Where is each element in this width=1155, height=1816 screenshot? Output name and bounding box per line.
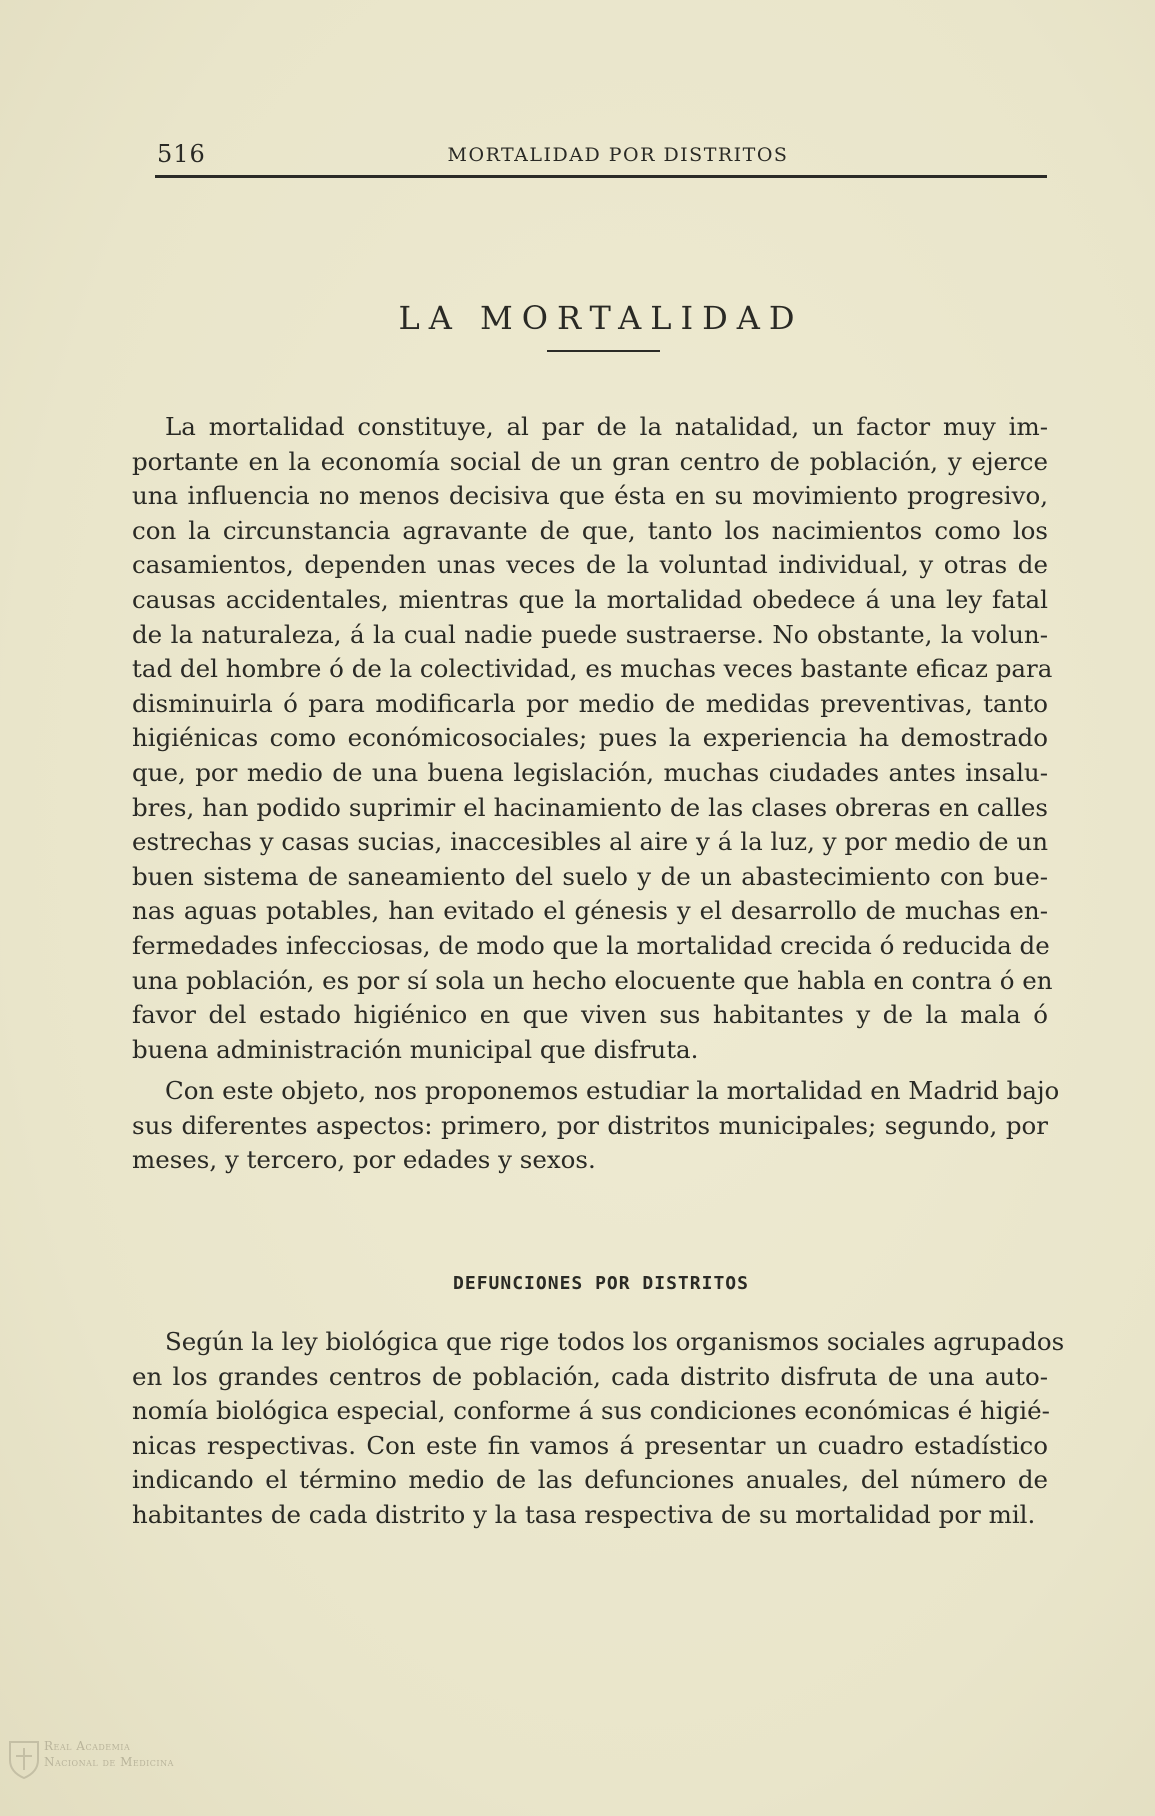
- text-line: nicas respectivas. Con este fin vamos á presentar un cuadro estadístico: [132, 1430, 1048, 1460]
- section-heading: DEFUNCIONES POR DISTRITOS: [453, 1272, 749, 1294]
- text-line: una influencia no menos decisiva que ésta en su movimiento progresivo,: [132, 481, 1048, 511]
- text-line: bres, han podido suprimir el hacinamiento de las clases obreras en calles: [132, 792, 1048, 822]
- text-line: La mortalidad constituye, al par de la natalidad, un factor muy im-: [165, 412, 1048, 441]
- text-line: que, por medio de una buena legislación, muchas ciudades antes insalu-: [132, 757, 1048, 787]
- text-line: con la circunstancia agravante de que, tanto los nacimientos como los: [132, 515, 1048, 545]
- text-line: portante en la economía social de un gran centro de población, y ejerce: [132, 446, 1048, 476]
- text-line: una población, es por sí sola un hecho elocuente que habla en contra ó en: [132, 965, 1053, 995]
- text-line: nas aguas potables, han evitado el génesis y el desarrollo de muchas en-: [132, 896, 1048, 926]
- text-line: fermedades infecciosas, de modo que la mortalidad crecida ó reducida de: [132, 930, 1050, 960]
- seal-line-1: Real Academia: [44, 1739, 131, 1753]
- running-title: MORTALIDAD POR DISTRITOS: [447, 144, 789, 166]
- text-line: causas accidentales, mientras que la mortalidad obedece á una ley fatal: [132, 584, 1048, 614]
- academy-seal-icon: [4, 1736, 44, 1780]
- text-line: buen sistema de saneamiento del suelo y de un abastecimiento con bue-: [132, 861, 1048, 891]
- text-line: casamientos, dependen unas veces de la voluntad individual, y otras de: [132, 550, 1048, 580]
- paragraph-2: [132, 1074, 1060, 1178]
- seal-line-2: Nacional de Medicina: [44, 1755, 174, 1769]
- text-line: higiénicas como económicosociales; pues la experiencia ha demostrado: [132, 723, 1048, 753]
- text-line: Según la ley biológica que rige todos los organismos sociales agrupados: [165, 1327, 1065, 1356]
- text-line: de la naturaleza, á la cual nadie puede sustraerse. No obstante, la volun-: [132, 619, 1048, 649]
- running-head: [157, 140, 1045, 172]
- text-line: indicando el término medio de las defunciones anuales, del número de: [132, 1465, 1048, 1495]
- text-line: Con este objeto, nos proponemos estudiar la mortalidad en Madrid bajo: [165, 1076, 1060, 1105]
- paragraph-1: [132, 410, 1053, 1067]
- text-line: buena administración municipal que disfruta.: [132, 1034, 699, 1064]
- text-line: sus diferentes aspectos: primero, por distritos municipales; segundo, por: [132, 1110, 1048, 1140]
- title-rule: [547, 350, 660, 352]
- page-number: 516: [157, 140, 206, 168]
- text-line: tad del hombre ó de la colectividad, es muchas veces bastante eficaz para: [132, 654, 1053, 684]
- seal-text: [44, 1738, 174, 1770]
- library-seal: [0, 1732, 200, 1812]
- text-line: estrechas y casas sucias, inaccesibles al aire y á la luz, y por medio de un: [132, 827, 1048, 857]
- header-rule: [155, 175, 1047, 178]
- text-line: habitantes de cada distrito y la tasa respectiva de su mortalidad por mil.: [132, 1499, 1036, 1529]
- text-line: favor del estado higiénico en que viven sus habitantes y de la mala ó: [132, 1000, 1048, 1030]
- text-line: meses, y tercero, por edades y sexos.: [132, 1145, 596, 1175]
- paragraph-3: [132, 1325, 1065, 1533]
- text-line: en los grandes centros de población, cada distrito disfruta de una auto-: [132, 1361, 1048, 1391]
- chapter-title: LA MORTALIDAD: [398, 299, 804, 338]
- text-line: disminuirla ó para modificarla por medio de medidas preventivas, tanto: [132, 688, 1048, 718]
- text-line: nomía biológica especial, conforme á sus condiciones económicas é higié-: [132, 1396, 1050, 1426]
